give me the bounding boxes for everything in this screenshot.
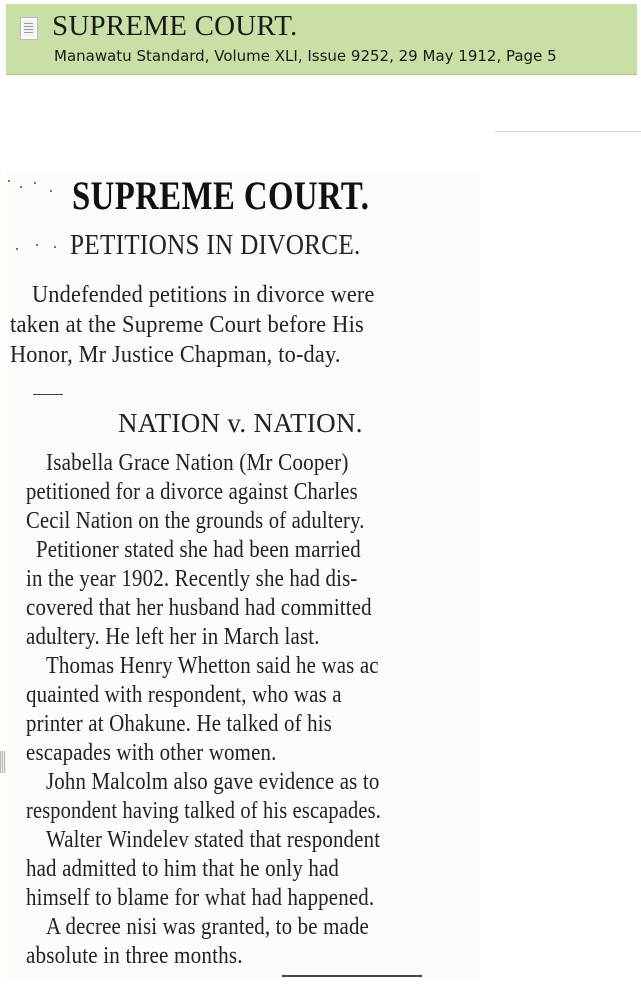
article-header	[6, 4, 637, 75]
body-line: Walter Windelev stated that respondent	[46, 827, 381, 853]
body-line: absolute in three months.	[26, 943, 243, 969]
body-line: in the year 1902. Recently she had dis-	[26, 566, 358, 592]
divider	[495, 131, 641, 132]
print-speck	[50, 190, 52, 192]
intro-line: Undefended petitions in divorce were	[32, 282, 375, 308]
body-line: John Malcolm also gave evidence as to	[46, 769, 380, 795]
article-citation: Manawatu Standard, Volume XLI, Issue 9252, 29 May 1912, Page 5	[54, 47, 557, 65]
body-line: escapades with other women.	[26, 740, 277, 766]
print-speck	[34, 182, 36, 184]
body-line: Isabella Grace Nation (Mr Cooper)	[46, 450, 349, 476]
print-speck	[16, 248, 18, 250]
print-speck	[54, 246, 56, 248]
newspaper-clipping	[6, 172, 480, 978]
body-line: petitioned for a divorce against Charles	[26, 479, 358, 505]
intro-line: Honor, Mr Justice Chapman, to-day.	[10, 342, 341, 368]
body-line: printer at Ohakune. He talked of his	[26, 711, 333, 737]
body-line: had admitted to him that he only had	[26, 856, 340, 882]
document-icon	[20, 17, 38, 40]
body-line: quainted with respondent, who was a	[26, 682, 342, 708]
body-line: A decree nisi was granted, to be made	[46, 914, 370, 940]
print-speck	[36, 244, 38, 246]
end-rule	[282, 975, 422, 977]
print-speck	[8, 180, 10, 182]
body-line: Thomas Henry Whetton said he was ac	[46, 653, 379, 679]
body-line: Cecil Nation on the grounds of adultery.	[26, 508, 365, 534]
body-line: respondent having talked of his escapades.	[26, 798, 381, 824]
body-line: himself to blame for what had happened.	[26, 885, 375, 911]
separator-rule	[33, 394, 63, 395]
body-line: covered that her husband had committed	[26, 595, 372, 621]
section-heading: NATION v. NATION.	[118, 408, 363, 438]
newspaper-subhead: PETITIONS IN DIVORCE.	[70, 230, 361, 261]
newspaper-headline: SUPREME COURT.	[72, 173, 370, 218]
body-line: adultery. He left her in March last.	[26, 624, 320, 650]
intro-line: taken at the Supreme Court before His	[10, 312, 365, 338]
article-title: SUPREME COURT.	[52, 10, 298, 42]
body-line: Petitioner stated she had been married	[36, 537, 361, 563]
print-speck	[20, 186, 22, 188]
